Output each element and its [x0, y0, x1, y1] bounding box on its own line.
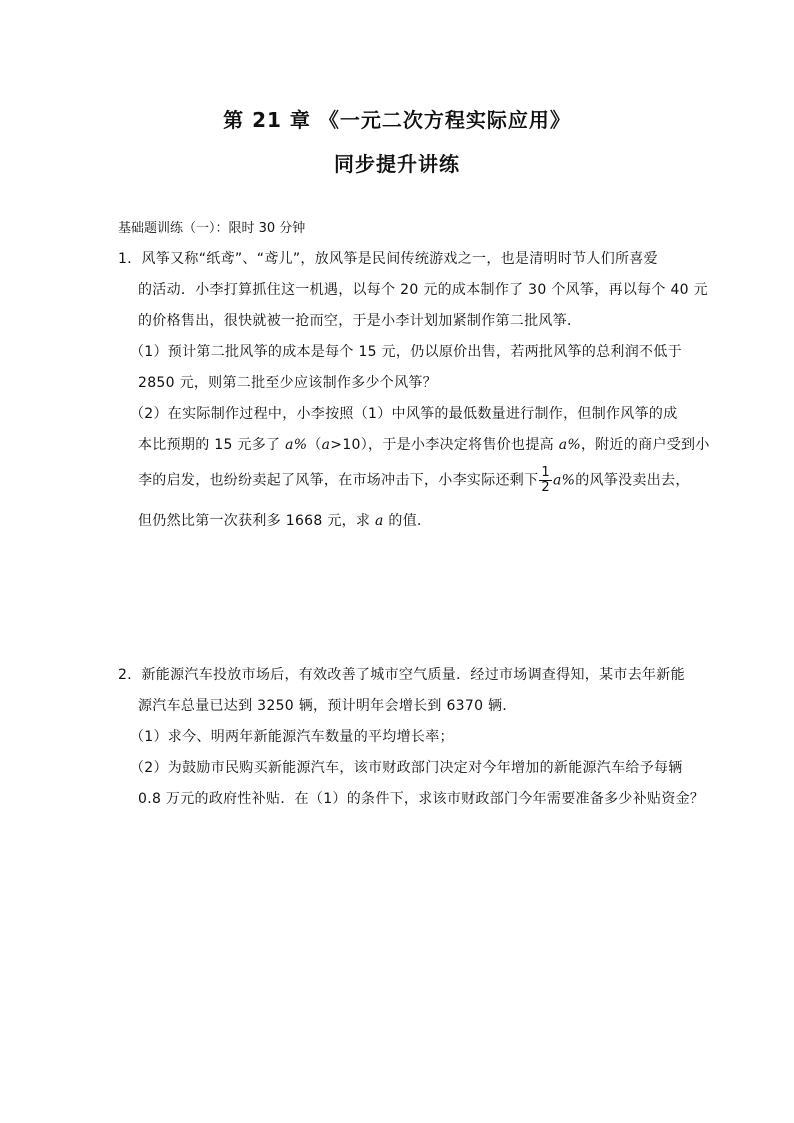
fraction-numerator: 1 — [541, 465, 550, 480]
q1-part2-line-3-text-b: 的风筝没卖出去， — [575, 472, 690, 489]
variable-a: a — [321, 437, 331, 453]
variable-a-percent: a% — [558, 437, 581, 453]
fraction-denominator: 2 — [541, 480, 550, 495]
page-subtitle: 同步提升讲练 — [334, 152, 460, 176]
q1-part2-line-3 — [138, 466, 690, 495]
q1-part1-line-2: 2850 元，则第二批至少应该制作多少个风筝？ — [138, 375, 437, 391]
q1-part2-line-1: （2）在实际制作过程中，小李按照（1）中风筝的最低数量进行制作，但制作风筝的成 — [130, 406, 678, 422]
q2-part2-line-1: （2）为鼓励市民购买新能源汽车，该市财政部门决定对今年增加的新能源汽车给予每辆 — [130, 760, 683, 776]
q1-line-2: 的活动．小李打算抓住这一机遇，以每个 20 元的成本制作了 30 个风筝，再以每个 40 元 — [138, 282, 708, 298]
q1-part2-line-2-text-c: >10），于是小李决定将售价也提高 — [330, 437, 559, 453]
q2-part1: （1）求今、明两年新能源汽车数量的平均增长率； — [130, 729, 454, 745]
q1-line-3: 的价格售出，很快就被一抢而空，于是小李计划加紧制作第二批风筝． — [138, 313, 582, 329]
q1-part2-line-4-text-b: 的值． — [383, 513, 432, 529]
q1-part2-line-2-text-d: ，附近的商户受到小 — [580, 437, 710, 453]
variable-a-percent: a% — [552, 472, 576, 489]
page-title: 第 21 章 《一元二次方程实际应用》 — [223, 108, 571, 132]
q2-line-1: 2．新能源汽车投放市场后，有效改善了城市空气质量．经过市场调查得知，某市去年新能 — [118, 667, 685, 683]
section-heading: 基础题训练（一）：限时 30 分钟 — [118, 221, 306, 236]
q1-part1-line-1: （1）预计第二批风筝的成本是每个 15 元，仍以原价出售，若两批风筝的总利润不低于 — [130, 344, 682, 360]
q1-line-1: 1．风筝又称“纸鸢”、“鸢儿”，放风筝是民间传统游戏之一，也是清明时节人们所喜爱 — [118, 251, 658, 267]
q2-part2-line-2: 0.8 万元的政府性补贴．在（1）的条件下，求该市财政部门今年需要准备多少补贴资金？ — [138, 791, 705, 807]
variable-a: a — [374, 513, 384, 529]
q1-part2-line-2 — [138, 434, 710, 454]
q1-part2-line-2-text-a: 本比预期的 15 元多了 — [138, 437, 286, 453]
q2-line-2: 源汽车总量已达到 3250 辆，预计明年会增长到 6370 辆． — [138, 698, 517, 714]
variable-a-percent: a% — [285, 437, 308, 453]
q1-part2-line-3-text-a: 李的启发，也纷纷卖起了风筝，在市场冲击下，小李实际还剩下 — [138, 472, 539, 489]
q1-part2-line-4-text-a: 但仍然比第一次获利多 1668 元，求 — [138, 513, 375, 529]
q1-part2-line-4 — [138, 510, 431, 530]
q1-part2-line-2-text-b: （ — [307, 437, 322, 453]
fraction-one-half — [539, 466, 552, 495]
